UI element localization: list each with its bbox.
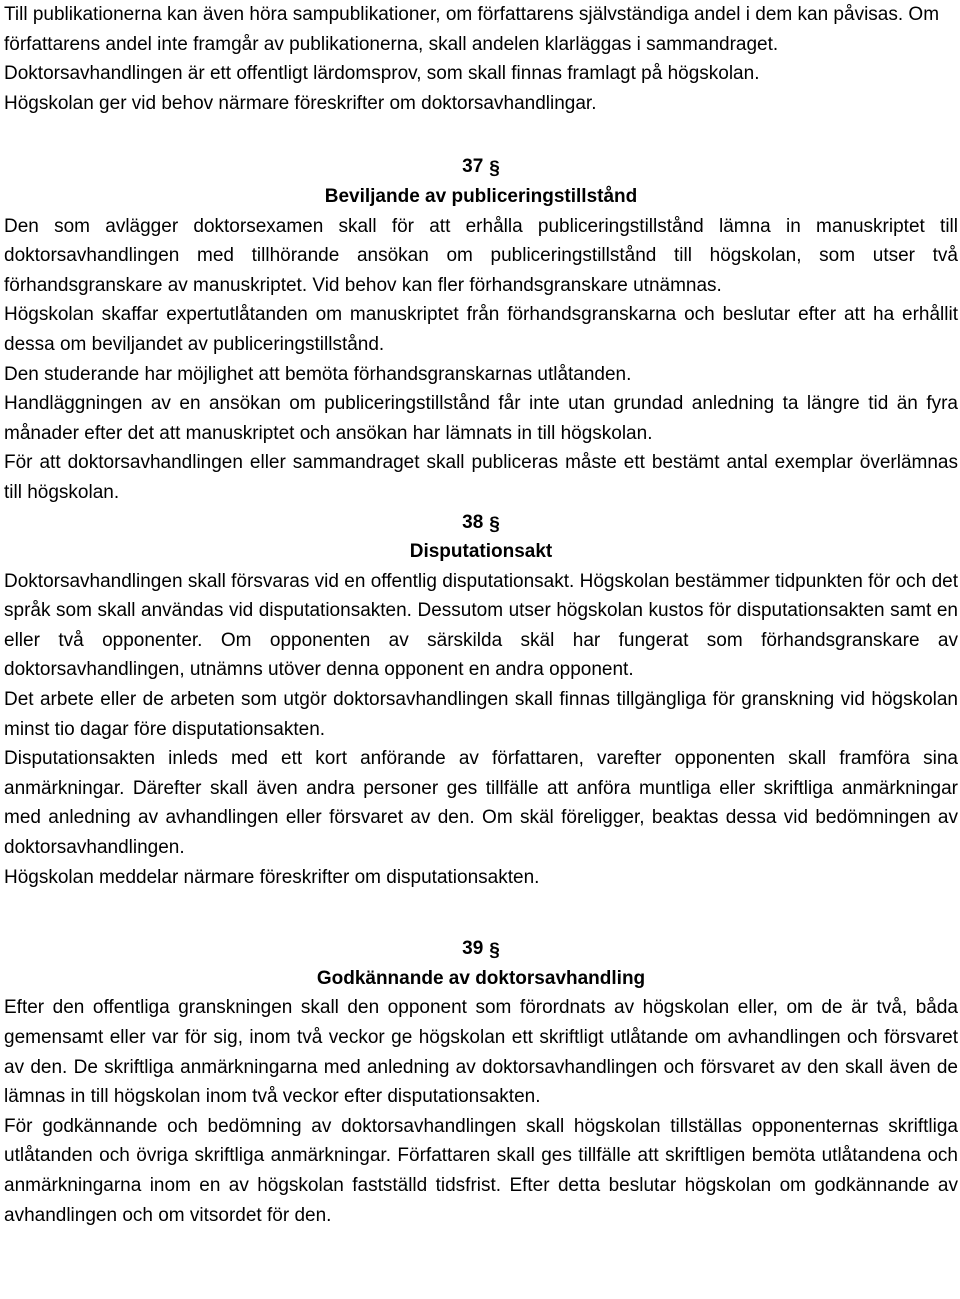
section-37-paragraph-1: Den som avlägger doktorsexamen skall för att erhålla publiceringstillstånd lämna in manuskriptet till doktorsavhandlingen med tillhörande ansökan om publiceringstillstånd till högskolan, som utser två förhandsgranskare av manuskriptet. Vid behov kan fler förhandsgranskare utnämnas.	[4, 215, 958, 296]
intro-paragraph-3: Högskolan ger vid behov närmare föreskrifter om doktorsavhandlingar.	[4, 92, 597, 114]
section-38-number-line	[4, 508, 958, 538]
section-sign-icon: §	[489, 158, 500, 180]
intro-paragraph-2: Doktorsavhandlingen är ett offentligt lärdomsprov, som skall finnas framlagt på högskolan.	[4, 63, 760, 85]
section-37-title: Beviljande av publiceringstillstånd	[324, 185, 638, 207]
section-38-number: 38	[462, 511, 484, 533]
section-37-paragraph-3: Den studerande har möjlighet att bemöta förhandsgranskarnas utlåtanden.	[4, 363, 632, 385]
section-37-paragraph-2: Högskolan skaffar expertutlåtanden om manuskriptet från förhandsgranskarna och beslutar efter att ha erhållit dessa om beviljandet av publiceringstillstånd.	[4, 304, 958, 355]
section-38-paragraph-1: Doktorsavhandlingen skall försvaras vid en offentlig disputationsakt. Högskolan bestämmer tidpunkten för och det språk som skall användas vid disputationsakten. Dessutom utser högskolan kustos för disputationsakten samt en eller två opponenter. Om opponenten av särskilda skäl har fungerat som förhandsgranskare av doktorsavhandlingen, utnämns utöver denna opponent en andra opponent.	[4, 570, 958, 681]
section-38-paragraph-4: Högskolan meddelar närmare föreskrifter om disputationsakten.	[4, 866, 540, 888]
section-39-number: 39	[462, 938, 484, 960]
section-37-number-line	[4, 152, 958, 182]
section-39-paragraph-1: Efter den offentliga granskningen skall den opponent som förordnats av högskolan eller, om de är två, båda gemensamt eller var för sig, inom två veckor ge högskolan ett skriftligt utlåtande om avhandlingen och försvaret av den. De skriftliga anmärkningarna med anledning av doktorsavhandlingen och försvaret av den skall även de lämnas in till högskolan inom två veckor efter disputationsakten.	[4, 997, 958, 1108]
intro-paragraph-1: Till publikationerna kan även höra sampublikationer, om författarens självständiga andel i dem kan påvisas. Om författarens andel inte framgår av publikationerna, skall andelen klarläggas i sammandraget.	[4, 4, 940, 55]
section-38-paragraph-3: Disputationsakten inleds med ett kort anförande av författaren, varefter opponenten skall framföra sina anmärkningar. Därefter skall även andra personer ges tillfälle att anföra muntliga eller skriftliga anmärkningar med anledning av avhandlingen eller försvaret av den. Om skäl föreligger, beaktas dessa vid bedömningen av doktorsavhandlingen.	[4, 748, 958, 859]
section-sign-icon: §	[489, 513, 500, 535]
section-39-title: Godkännande av doktorsavhandling	[316, 967, 646, 989]
section-39-number-line	[4, 934, 958, 964]
section-39-paragraph-2: För godkännande och bedömning av doktorsavhandlingen skall högskolan tillställas opponenternas skriftliga utlåtanden och övriga skriftliga anmärkningar. Författaren skall ges tillfälle att skriftligen bemöta utlåtandena och anmärkningarna inom en av högskolan fastställd tidsfrist. Efter detta beslutar högskolan om godkännande av avhandlingen och om vitsordet för den.	[4, 1115, 958, 1226]
spacer	[4, 892, 958, 934]
section-37-paragraph-4: Handläggningen av en ansökan om publiceringstillstånd får inte utan grundad anledning ta längre tid än fyra månader efter det att manuskriptet och ansökan har lämnats in till högskolan.	[4, 393, 958, 444]
section-38-paragraph-2: Det arbete eller de arbeten som utgör doktorsavhandlingen skall finnas tillgängliga för granskning vid högskolan minst tio dagar före disputationsakten.	[4, 689, 958, 740]
section-37-paragraph-5: För att doktorsavhandlingen eller sammandraget skall publiceras måste ett bestämt antal exemplar överlämnas till högskolan.	[4, 452, 958, 503]
document-page	[4, 0, 958, 1230]
section-37-number: 37	[462, 156, 484, 178]
section-sign-icon: §	[489, 940, 500, 962]
spacer	[4, 118, 958, 152]
section-38-title: Disputationsakt	[409, 541, 553, 563]
